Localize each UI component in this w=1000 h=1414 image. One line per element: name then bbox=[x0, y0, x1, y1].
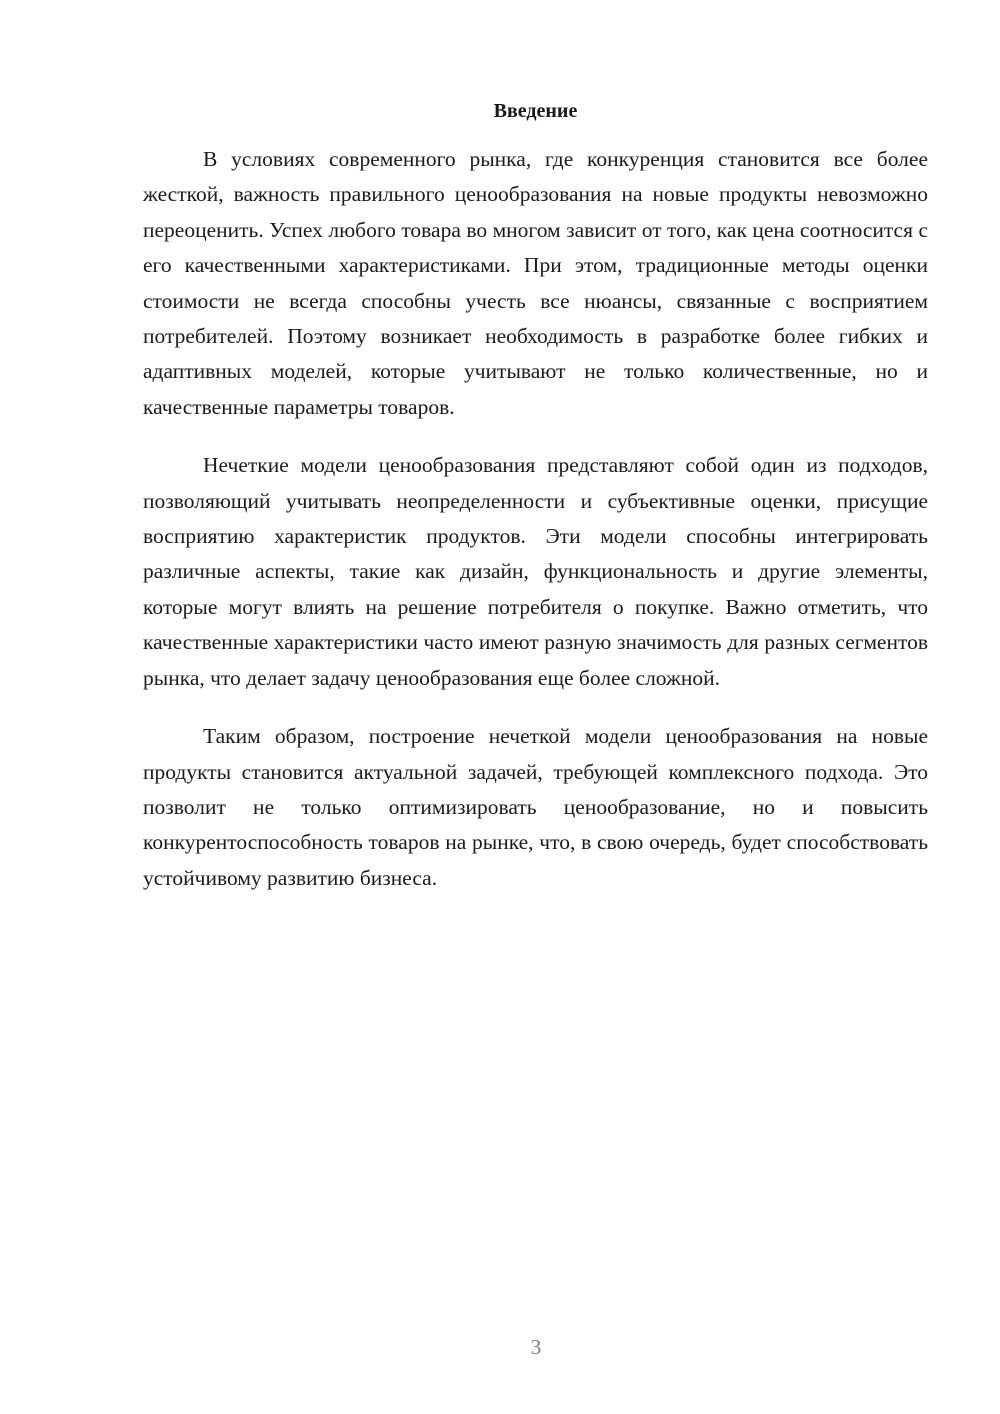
page-number: 3 bbox=[530, 1335, 542, 1359]
page-title: Введение bbox=[493, 100, 578, 122]
body-text bbox=[143, 142, 928, 919]
paragraph-3: Таким образом, построение нечеткой модели ценообразования на новые продукты становится актуальной задачей, требующей комплексного подхода. Это позволит не только оптимизировать ценообразование, но и повысить конкурентоспособность товаров на рынке, что, в свою очередь, будет способствовать устойчивому развитию бизнеса. bbox=[143, 724, 928, 890]
paragraph-1: В условиях современного рынка, где конкуренция становится все более жесткой, важность правильного ценообразования на новые продукты невозможно переоценить. Успех любого товара во многом зависит от того, как цена соотносится с его качественными характеристиками. При этом, традиционные методы оценки стоимости не всегда способны учесть все нюансы, связанные с восприятием потребителей. Поэтому возникает необходимость в разработке более гибких и адаптивных моделей, которые учитывают не только количественные, но и качественные параметры товаров. bbox=[143, 147, 928, 419]
paragraph-2: Нечеткие модели ценообразования представляют собой один из подходов, позволяющий учитывать неопределенности и субъективные оценки, присущие восприятию характеристик продуктов. Эти модели способны интегрировать различные аспекты, такие как дизайн, функциональность и другие элементы, которые могут влиять на решение потребителя о покупке. Важно отметить, что качественные характеристики часто имеют разную значимость для разных сегментов рынка, что делает задачу ценообразования еще более сложной. bbox=[143, 453, 928, 690]
